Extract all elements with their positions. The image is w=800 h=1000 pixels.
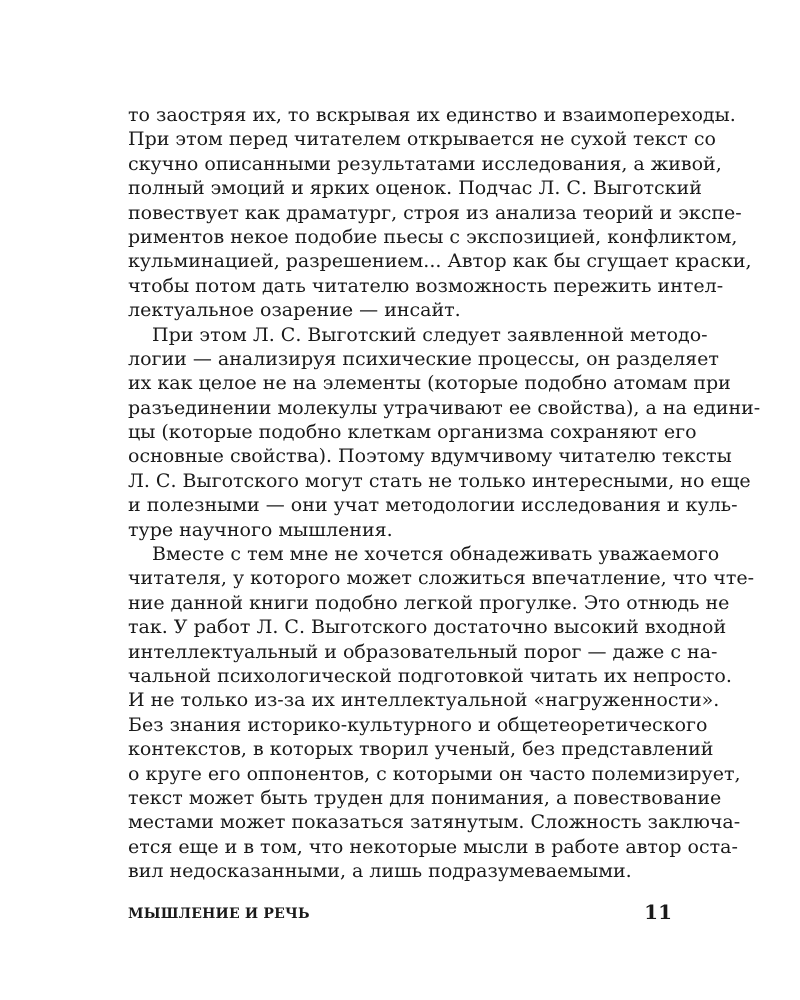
text-line: туре научного мышления. bbox=[128, 518, 393, 541]
text-line: ние данной книги подобно легкой прогулке. Это отнюдь не bbox=[128, 591, 730, 614]
text-line: текст может быть труден для понимания, а повествование bbox=[128, 786, 722, 809]
running-title: МЫШЛЕНИЕ И РЕЧЬ bbox=[128, 906, 310, 922]
text-line: риментов некое подобие пьесы с экспозицией, конфликтом, bbox=[128, 225, 738, 248]
text-line: ется еще и в том, что некоторые мысли в работе автор оста- bbox=[128, 835, 738, 858]
text-line: Л. С. Выготского могут стать не только интересными, но еще bbox=[128, 469, 751, 492]
text-line: полный эмоций и ярких оценок. Подчас Л. С. Выготский bbox=[128, 177, 702, 200]
text-line: то заостряя их, то вскрывая их единство и взаимопереходы. bbox=[128, 104, 736, 126]
text-line: повествует как драматург, строя из анализа теорий и экспе- bbox=[128, 201, 742, 224]
text-line: и полезными — они учат методологии исследования и куль- bbox=[128, 494, 738, 517]
text-line: чтобы потом дать читателю возможность пережить интел- bbox=[128, 274, 724, 297]
page-footer bbox=[128, 900, 672, 930]
text-line: разъединении молекулы утрачивают ее свойства), а на едини- bbox=[128, 396, 761, 419]
text-line: Без знания историко-культурного и общетеоретического bbox=[128, 713, 708, 736]
text-line: местами может показаться затянутым. Сложность заключа- bbox=[128, 811, 741, 834]
text-line: вил недосказанными, а лишь подразумеваемыми. bbox=[128, 860, 632, 883]
text-line: контекстов, в которых творил ученый, без представлений bbox=[128, 738, 714, 761]
text-line: читателя, у которого может сложиться впечатление, что чте- bbox=[128, 567, 755, 590]
text-line: так. У работ Л. С. Выготского достаточно высокий входной bbox=[128, 616, 727, 639]
text-line: Вместе с тем мне не хочется обнадеживать уважаемого bbox=[152, 543, 720, 566]
text-line: кульминацией, разрешением... Автор как бы сгущает краски, bbox=[128, 250, 752, 273]
text-line: лектуальное озарение — инсайт. bbox=[128, 299, 461, 322]
text-line: логии — анализируя психические процессы, он разделяет bbox=[128, 347, 719, 370]
text-line: цы (которые подобно клеткам организма сохраняют его bbox=[128, 421, 697, 444]
text-line: При этом перед читателем открывается не сухой текст со bbox=[128, 128, 716, 151]
body-text bbox=[128, 103, 761, 884]
text-line: чальной психологической подготовкой читать их непросто. bbox=[128, 664, 732, 687]
text-line: И не только из-за их интеллектуальной «нагруженности». bbox=[128, 689, 720, 712]
text-line: скучно описанными результатами исследования, а живой, bbox=[128, 152, 722, 175]
text-line: При этом Л. С. Выготский следует заявленной методо- bbox=[152, 323, 708, 346]
text-line: их как целое не на элементы (которые подобно атомам при bbox=[128, 372, 731, 395]
text-line: интеллектуальный и образовательный порог — даже с на- bbox=[128, 640, 718, 663]
page-number: 11 bbox=[644, 900, 672, 924]
text-line: о круге его оппонентов, с которыми он часто полемизирует, bbox=[128, 762, 741, 785]
text-line: основные свойства). Поэтому вдумчивому читателю тексты bbox=[128, 445, 732, 468]
